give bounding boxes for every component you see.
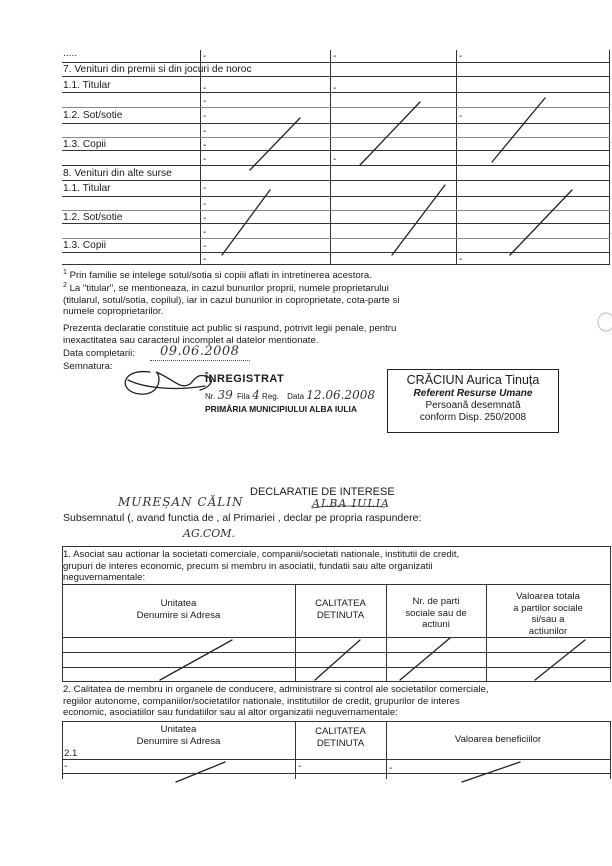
official-role: Referent Resurse Umane <box>413 388 533 399</box>
cell-dash: - <box>333 83 337 94</box>
cell-dash: - <box>203 51 207 62</box>
strike-line <box>250 118 300 170</box>
date-value-handwritten: 09.06.2008 <box>160 344 240 359</box>
footnote-1-text: Prin familie se intelege sotul/sotia si copiii aflati in intretinerea acestora. <box>69 270 372 282</box>
footnote-2-line-3: numele coproprietarilor. <box>63 306 164 318</box>
t1-h4-l4: actiunilor <box>528 625 568 637</box>
sec8-row-titular: 1.1. Titular <box>63 183 111 194</box>
cell-dash: - <box>389 763 393 774</box>
t1-h1-l2: Denumire si Adresa <box>136 609 221 621</box>
cell-dash: - <box>64 761 68 772</box>
t1-h1-l1: Unitatea <box>160 598 197 609</box>
interest-declaration-title: DECLARATIE DE INTERESE <box>250 486 395 498</box>
sec7-row-titular: 1.1. Titular <box>63 80 111 91</box>
footnote-2-line-1: La "titular", se mentioneaza, in cazul bunurilor proprii, numele proprietarului <box>69 283 389 295</box>
signature-scribble <box>128 380 205 388</box>
cell-dash: - <box>203 241 207 252</box>
nr-value: 39 <box>217 388 233 402</box>
cell-dash: - <box>203 227 207 238</box>
strike-line <box>176 762 225 782</box>
sec7-row-copii: 1.3. Copii <box>63 139 107 150</box>
section-1-line-1: 1. Asociat sau actionar la societati comerciale, companii/societati nationale, institutii de credit, <box>63 549 460 560</box>
cell-dash: - <box>203 111 207 122</box>
section-8-title: 8. Venituri din alte surse <box>63 168 172 179</box>
sec8-row-copii: 1.3. Copii <box>63 240 107 251</box>
t1-h2-l2: DETINUTA <box>316 609 365 621</box>
section-1-line-3: neguvernamentale: <box>63 572 146 583</box>
sec8-row-sot: 1.2. Sot/sotie <box>63 212 123 223</box>
statement-line-1: Prezenta declaratie constituie act public si raspund, potrivit legii penale, pentru <box>63 323 397 334</box>
t1-h3-l3: actiuni <box>422 619 450 630</box>
reg-label: Reg. <box>261 392 279 401</box>
official-line-4: conform Disp. 250/2008 <box>419 412 527 423</box>
t1-h2-l1: CALITATEA <box>315 598 366 609</box>
cell-dash: - <box>459 111 463 122</box>
strike-line <box>160 640 232 680</box>
cell-dash: - <box>459 254 463 265</box>
t1-h4-l2: a partilor sociale <box>513 602 583 614</box>
strike-line <box>535 640 585 680</box>
t2-h1-l1: Unitatea <box>160 724 197 735</box>
section-7-title: 7. Venituri din premii si din jocuri de noroc <box>63 64 252 75</box>
t2-h1-l2: Denumire si Adresa <box>136 735 221 747</box>
footnote-2-line-2: (titularul, sotul/sotia, copilul), iar in cazul bunurilor in coproprietate, cota-parte si <box>63 294 400 306</box>
cell-dash: - <box>459 51 463 62</box>
footnote-2-mark: 2 <box>63 282 67 289</box>
section-2-line-3: economic, asociatiilor sau fundatiilor sau al altor organizatii neguvernamentale: <box>63 707 398 718</box>
section-1-line-2: grupuri de interes economic, precum si membru in asociatii, fundatii sau alte organizatii <box>63 560 433 572</box>
cell-dash: - <box>298 761 302 772</box>
section-2-line-2: regiilor autonome, companiilor/societatilor nationale, institutiilor de credit, grupurilor de interes <box>63 695 460 707</box>
strike-line <box>492 98 545 162</box>
strike-line <box>360 102 420 165</box>
t2-h2-l2: DETINUTA <box>316 737 365 749</box>
t2-header-valoarea: Valoarea beneficiilor <box>454 734 542 745</box>
strike-line <box>462 762 520 782</box>
handwritten-city: ALBA IULIA <box>312 497 390 510</box>
cell-dash: - <box>203 199 207 210</box>
official-name: CRĂCIUN Aurica Tinuța <box>406 373 540 387</box>
fila-value: 4 <box>252 388 260 402</box>
cell-dash: - <box>203 140 207 151</box>
cell-dash: - <box>203 254 207 265</box>
date-label: Data completarii: <box>63 348 135 359</box>
underline-stroke <box>312 506 385 508</box>
sec7-row-sot: 1.2. Sot/sotie <box>63 110 123 121</box>
signature-scribble <box>125 372 211 395</box>
cell-dash: - <box>333 51 337 62</box>
fila-label: Fila <box>236 392 250 401</box>
t2-h2-l1: CALITATEA <box>315 726 366 737</box>
official-line-3: Persoană desemnată <box>425 400 521 411</box>
footnote-1-mark: 1 <box>63 269 67 276</box>
strike-line <box>400 638 450 680</box>
t1-h4-l3: si/sau a <box>531 614 565 625</box>
registration-title: ÎNREGISTRAT <box>205 373 285 385</box>
data-value: 12.06.2008 <box>306 388 375 402</box>
t1-h3-l1: Nr. de parti <box>412 596 460 607</box>
handwritten-name: MUREȘAN CĂLIN <box>118 495 244 509</box>
section-2-line-1: 2. Calitatea de membru in organele de conducere, administrare si control ale societatilor comerciale, <box>63 684 489 695</box>
strike-line <box>222 190 270 255</box>
signature-label: Semnatura: <box>63 361 113 372</box>
t2-row-label: 2.1 <box>64 748 78 759</box>
cell-dash: - <box>203 213 207 224</box>
cell-dash: - <box>333 154 337 165</box>
strike-line <box>392 185 445 255</box>
statement-line-2: inexactitatea sau caracterul incomplet al datelor mentionate. <box>63 334 319 346</box>
t1-h4-l1: Valoarea totala <box>516 591 580 602</box>
t1-h3-l2: sociale sau de <box>405 607 467 619</box>
data-label: Data <box>287 392 305 401</box>
hole-punch-mark <box>598 313 612 331</box>
subsemnatul-intro: Subsemnatul (, avand functia de , al Primariei , declar pe propria raspundere: <box>63 512 422 524</box>
registration-institution: PRIMĂRIA MUNICIPIULUI ALBA IULIA <box>205 404 358 414</box>
cell-dash: - <box>203 83 207 94</box>
cell-dash: - <box>203 183 207 194</box>
cell-dash: - <box>203 154 207 165</box>
table-continuation-dots: ..... <box>63 48 78 59</box>
strike-line <box>510 190 572 255</box>
cell-dash: - <box>203 126 207 137</box>
cell-dash: - <box>203 96 207 107</box>
nr-label: Nr. <box>205 392 216 401</box>
strike-line <box>315 640 360 680</box>
handwritten-role: AG.COM. <box>183 527 236 540</box>
